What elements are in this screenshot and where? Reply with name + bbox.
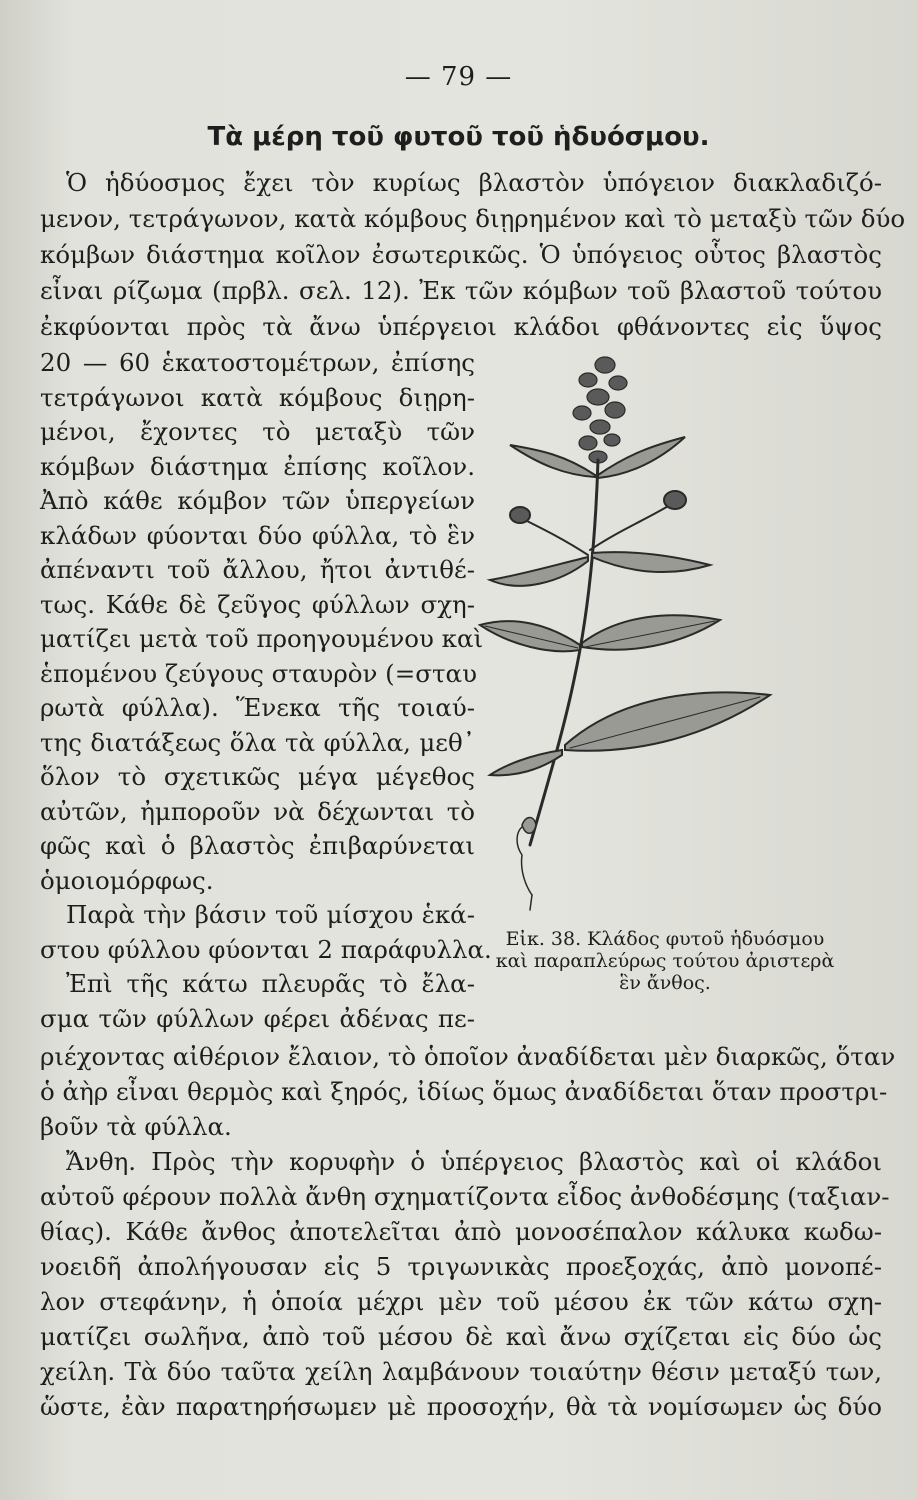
text-line: νοειδῆ ἀπολήγουσαν εἰς 5 τριγωνικὰς προεξοχάς, ἀπὸ μονοπέ- bbox=[40, 1252, 882, 1281]
text-line: φῶς καὶ ὁ βλαστὸς ἐπιβαρύνεται bbox=[40, 831, 475, 860]
flower-spike bbox=[573, 357, 627, 463]
text-line: λον στεφάνην, ἡ ὁποία μέχρι μὲν τοῦ μέσου ἐκ τῶν κάτω σχη- bbox=[40, 1287, 882, 1316]
text-line: σμα τῶν φύλλων φέρει ἀδένας πε- bbox=[40, 1003, 475, 1033]
text-line: Ἀπὸ κάθε κόμβον τῶν ὑπεργείων bbox=[40, 486, 475, 515]
text-line: ἐκφύονται πρὸς τὰ ἄνω ὑπέργειοι κλάδοι φθάνοντες εἰς ὕψος bbox=[40, 312, 882, 341]
text-line: κόμβων διάστημα κοῖλον ἐσωτερικῶς. Ὁ ὑπόγειος οὗτος βλαστὸς bbox=[40, 240, 882, 269]
text-line: αὐτῶν, ἠμποροῦν νὰ δέχωνται τὸ bbox=[40, 796, 475, 826]
text-line: κόμβων διάστημα ἐπίσης κοῖλον. bbox=[40, 451, 475, 481]
text-line: ὁ ἀὴρ εἶναι θερμὸς καὶ ξηρός, ἰδίως ὅμως ἀναδίδεται ὅταν προστρι- bbox=[40, 1077, 888, 1106]
text-line: ἑπομένου ζεύγους σταυρὸν (=σταυ bbox=[40, 658, 477, 688]
text-line: τετράγωνοι κατὰ κόμβους διῃρη- bbox=[40, 382, 475, 412]
text-line: ρωτὰ φύλλα). Ἕνεκα τῆς τοιαύ- bbox=[40, 693, 475, 722]
text-line: αὐτοῦ φέρουν πολλὰ ἄνθη σχηματίζοντα εἶδος ἀνθοδέσμης (ταξιαν- bbox=[40, 1182, 890, 1211]
page-number: — 79 — bbox=[404, 62, 513, 92]
text-line: ματίζει μετὰ τοῦ προηγουμένου καὶ bbox=[40, 624, 484, 653]
mint-branch-illustration bbox=[470, 325, 870, 945]
text-line: εἶναι ρίζωμα (πρβλ. σελ. 12). Ἐκ τῶν κόμβων τοῦ βλαστοῦ τούτου bbox=[40, 276, 882, 305]
text-line: Ὁ ἡδύοσμος ἔχει τὸν κυρίως βλαστὸν ὑπόγειον διακλαδιζό- bbox=[66, 168, 882, 197]
single-flower bbox=[517, 818, 536, 911]
text-line: κλάδων φύονται δύο φύλλα, τὸ ἓν bbox=[40, 520, 475, 550]
section-heading: Τὰ μέρη τοῦ φυτοῦ τοῦ ἡδυόσμου. bbox=[207, 122, 710, 152]
text-line: ὥστε, ἐὰν παρατηρήσωμεν μὲ προσοχήν, θὰ τὰ νομίσωμεν ὡς δύο bbox=[40, 1392, 882, 1421]
caption-line: ἓν ἄνθος. bbox=[619, 972, 711, 994]
text-line: ἀπέναντι τοῦ ἄλλου, ἤτοι ἀντιθέ- bbox=[40, 555, 475, 584]
figure-caption bbox=[455, 928, 875, 994]
text-line: Ἄνθη. Πρὸς τὴν κορυφὴν ὁ ὑπέργειος βλαστὸς καὶ οἱ κλάδοι bbox=[66, 1147, 882, 1176]
text-line: ριέχοντας αἰθέριον ἔλαιον, τὸ ὁποῖον ἀναδίδεται μὲν διαρκῶς, ὅταν bbox=[40, 1042, 896, 1071]
text-line: Ἐπὶ τῆς κάτω πλευρᾶς τὸ ἔλα- bbox=[66, 969, 475, 998]
text-line: θίας). Κάθε ἄνθος ἀποτελεῖται ἀπὸ μονοσέπαλον κάλυκα κωδω- bbox=[40, 1217, 882, 1246]
text-line: μένοι, ἔχοντες τὸ μεταξὺ τῶν bbox=[40, 417, 475, 446]
text-line: Παρὰ τὴν βάσιν τοῦ μίσχου ἑκά- bbox=[66, 900, 475, 929]
text-line: μενον, τετράγωνον, κατὰ κόμβους διῃρημένον καὶ τὸ μεταξὺ τῶν δύο bbox=[40, 204, 906, 233]
text-line: ὅλον τὸ σχετικῶς μέγα μέγεθος bbox=[40, 762, 475, 791]
text-line: βοῦν τὰ φύλλα. bbox=[40, 1112, 232, 1141]
text-line: ματίζει σωλῆνα, ἀπὸ τοῦ μέσου δὲ καὶ ἄνω σχίζεται εἰς δύο ὡς bbox=[40, 1322, 882, 1351]
text-line: ὁμοιομόρφως. bbox=[40, 865, 214, 895]
caption-line: Εἰκ. 38. Κλάδος φυτοῦ ἡδυόσμου bbox=[505, 928, 825, 950]
text-line: 20 — 60 ἑκατοστομέτρων, ἐπίσης bbox=[40, 348, 475, 377]
text-line: τως. Κάθε δὲ ζεῦγος φύλλων σχη- bbox=[40, 589, 475, 619]
text-line: στου φύλλου φύονται 2 παράφυλλα. bbox=[40, 934, 492, 964]
text-line: χείλη. Τὰ δύο ταῦτα χείλη λαμβάνουν τοιαύτην θέσιν μεταξύ των, bbox=[40, 1357, 882, 1386]
text-line: της διατάξεως ὅλα τὰ φύλλα, μεθ᾽ bbox=[40, 727, 475, 757]
caption-line: καὶ παραπλεύρως τούτου ἀριστερὰ bbox=[495, 950, 835, 972]
